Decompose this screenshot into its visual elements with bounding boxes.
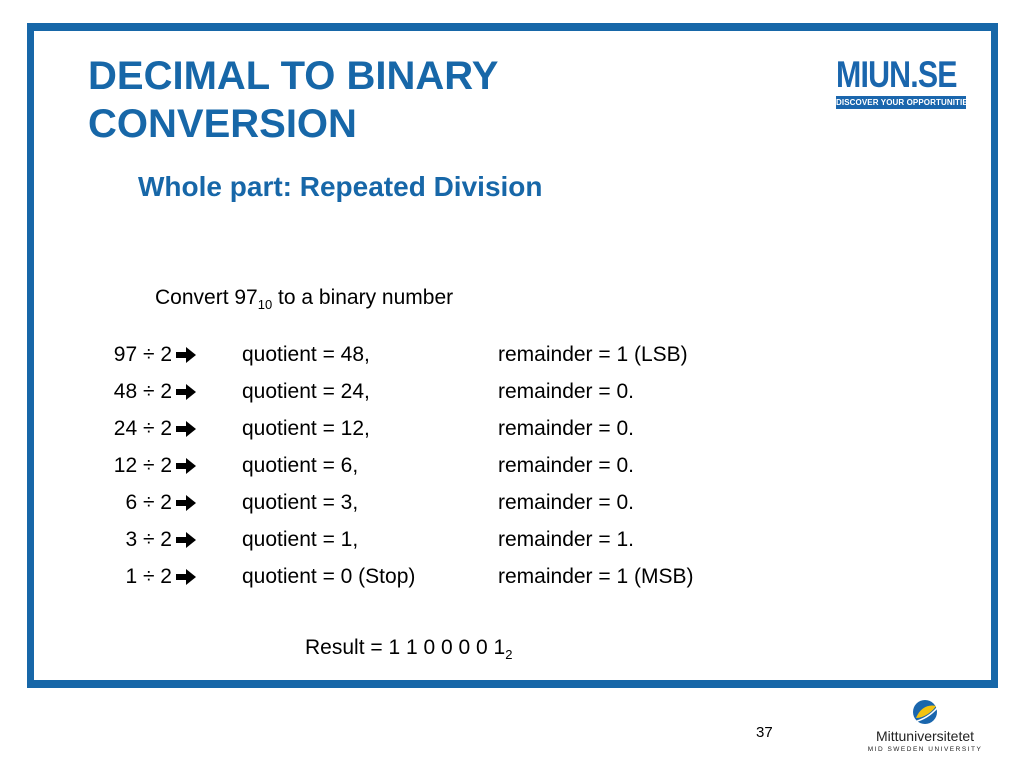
step-remainder: remainder = 0. xyxy=(498,454,634,477)
university-logo xyxy=(862,698,988,760)
step-row xyxy=(90,451,790,488)
step-remainder: remainder = 1. xyxy=(498,528,634,551)
step-remainder: remainder = 0. xyxy=(498,491,634,514)
university-subtitle: MID SWEDEN UNIVERSITY xyxy=(867,746,983,753)
step-quotient: quotient = 3, xyxy=(242,491,359,514)
university-emblem-icon xyxy=(862,698,988,728)
step-division: 97 ÷ 2 xyxy=(113,343,172,366)
result-prefix: Result = 1 1 0 0 0 0 1 xyxy=(305,636,506,659)
right-arrow-icon xyxy=(176,377,196,400)
step-quotient: quotient = 6, xyxy=(242,454,359,477)
right-arrow-icon xyxy=(176,340,196,363)
miun-logo xyxy=(836,54,974,110)
division-steps xyxy=(90,340,790,599)
page-number: 37 xyxy=(756,724,773,741)
step-quotient: quotient = 1, xyxy=(242,528,359,551)
step-division: 12 ÷ 2 xyxy=(113,454,172,477)
miun-logo-text: MIUN.SE xyxy=(836,54,957,95)
step-quotient: quotient = 24, xyxy=(242,380,370,403)
step-division: 48 ÷ 2 xyxy=(113,380,172,403)
step-quotient: quotient = 12, xyxy=(242,417,370,440)
step-remainder: remainder = 1 (LSB) xyxy=(498,343,688,366)
right-arrow-icon xyxy=(176,414,196,437)
intro-suffix: to a binary number xyxy=(272,286,454,309)
right-arrow-icon xyxy=(176,451,196,474)
step-row xyxy=(90,340,790,377)
step-row xyxy=(90,525,790,562)
step-remainder: remainder = 0. xyxy=(498,380,634,403)
intro-base-subscript: 10 xyxy=(257,297,273,312)
step-quotient: quotient = 0 (Stop) xyxy=(242,565,416,588)
right-arrow-icon xyxy=(176,525,196,548)
step-division: 24 ÷ 2 xyxy=(113,417,172,440)
step-remainder: remainder = 1 (MSB) xyxy=(498,565,694,588)
step-row xyxy=(90,377,790,414)
result-base-subscript: 2 xyxy=(505,647,513,662)
miun-logo-tagline: DISCOVER YOUR OPPORTUNITIES xyxy=(836,98,974,107)
slide-subtitle: Whole part: Repeated Division xyxy=(138,171,543,202)
step-division: 6 ÷ 2 xyxy=(125,491,172,514)
step-remainder: remainder = 0. xyxy=(498,417,634,440)
step-quotient: quotient = 48, xyxy=(242,343,370,366)
result-text xyxy=(305,635,512,661)
step-row xyxy=(90,562,790,599)
slide-title: DECIMAL TO BINARY CONVERSION xyxy=(88,54,498,146)
right-arrow-icon xyxy=(176,562,196,585)
step-row xyxy=(90,488,790,525)
intro-text xyxy=(155,285,453,311)
step-division: 1 ÷ 2 xyxy=(125,565,172,588)
university-name: Mittuniversitetet xyxy=(875,728,975,744)
right-arrow-icon xyxy=(176,488,196,511)
step-division: 3 ÷ 2 xyxy=(125,528,172,551)
intro-prefix: Convert 97 xyxy=(155,286,258,309)
step-row xyxy=(90,414,790,451)
